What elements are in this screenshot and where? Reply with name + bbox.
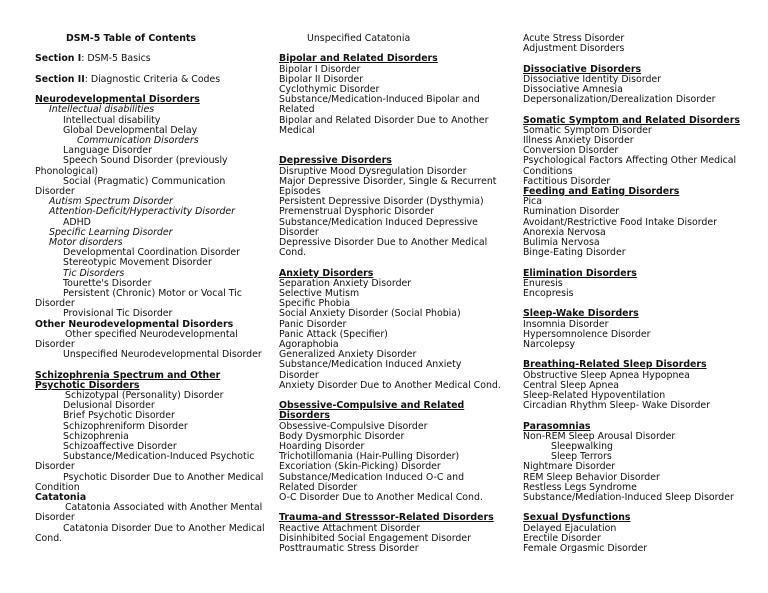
disorder-item: Persistent (Chronic) Motor or Vocal Tic Disorder	[35, 288, 242, 310]
disorder-item: Circadian Rhythm Sleep- Wake Disorder	[523, 400, 711, 412]
disorder-item: Schizoaffective Disorder	[63, 441, 177, 453]
group-label: Communication Disorders	[77, 134, 199, 146]
disorder-item: Specific Phobia	[279, 298, 351, 310]
disorder-item: Trichotillomania (Hair-Pulling Disorder)	[279, 451, 460, 463]
group-label: Intellectual disabilities	[49, 104, 155, 116]
disorder-item: Language Disorder	[63, 145, 152, 157]
section-description: : DSM-5 Basics	[81, 53, 151, 65]
disorder-item: Avoidant/Restrictive Food Intake Disorder	[523, 216, 717, 228]
disorder-item: Catatonia Associated with Another Mental Disorder	[35, 502, 263, 524]
disorder-item: Narcolepsy	[523, 339, 576, 351]
disorder-item: Female Orgasmic Disorder	[523, 543, 648, 555]
disorder-item: Agoraphobia	[279, 339, 339, 351]
section-description: : Diagnostic Criteria & Codes	[84, 73, 221, 85]
disorder-item: Obsessive-Compulsive Disorder	[279, 420, 428, 432]
disorder-item: Major Depressive Disorder, Single & Recurrent Episodes	[279, 175, 497, 197]
section-line	[35, 54, 267, 64]
disorder-item: Adjustment Disorders	[523, 43, 625, 55]
disorder-item: Social Anxiety Disorder (Social Phobia)	[279, 308, 461, 320]
toc-column-3	[523, 34, 758, 554]
disorder-item: ADHD	[63, 216, 91, 228]
disorder-item: Schizotypal (Personality) Disorder	[65, 390, 224, 402]
category-heading: Elimination Disorders	[523, 267, 637, 279]
disorder-item: Psychological Factors Affecting Other Medical Conditions	[523, 155, 737, 177]
disorder-item: Erectile Disorder	[523, 532, 601, 544]
category-heading: Dissociative Disorders	[523, 63, 642, 75]
disorder-item: Provisional Tic Disorder	[63, 308, 173, 320]
disorder-item: Dissociative Amnesia	[523, 84, 623, 95]
disorder-item: Obstructive Sleep Apnea Hypopnea	[523, 369, 690, 381]
disorder-item: Central Sleep Apnea	[523, 379, 619, 391]
disorder-item: Panic Disorder	[279, 318, 347, 330]
group-label: Specific Learning Disorder	[49, 226, 173, 238]
disorder-item: Persistent Depressive Disorder (Dysthymia)	[279, 196, 484, 208]
disorder-item: Illness Anxiety Disorder	[523, 135, 634, 146]
disorder-item: Bipolar II Disorder	[279, 73, 364, 85]
disorder-item: Separation Anxiety Disorder	[279, 277, 412, 289]
disorder-item: Schizophreniform Disorder	[63, 420, 188, 432]
section-label: Section II	[35, 73, 85, 85]
category-heading: Depressive Disorders	[279, 155, 392, 167]
disorder-item: Posttraumatic Stress Disorder	[279, 543, 419, 555]
disorder-item: Other specified Neurodevelopmental Disorder	[35, 328, 238, 351]
disorder-item: Stereotypic Movement Disorder	[63, 257, 212, 269]
disorder-item: Substance/Medication-Induced Bipolar and Related	[279, 94, 480, 116]
category-heading: Sexual Dysfunctions	[523, 512, 631, 524]
disorder-item: Substance/Medication Induced O-C and Related Disorder	[279, 471, 465, 493]
subcategory-heading: Catatonia	[35, 492, 87, 504]
disorder-item: Hoarding Disorder	[279, 441, 365, 453]
blank-line	[279, 136, 501, 146]
disorder-item: Intellectual disability	[63, 114, 161, 126]
disorder-item: Restless Legs Syndrome	[523, 481, 637, 493]
category-heading: Anxiety Disorders	[279, 267, 374, 279]
category-heading: Sleep-Wake Disorders	[523, 308, 639, 320]
group-label: Attention-Deficit/Hyperactivity Disorder	[49, 206, 236, 218]
disorder-item: Bulimia Nervosa	[523, 237, 600, 249]
disorder-item: Somatic Symptom Disorder	[523, 124, 652, 136]
group-label: Autism Spectrum Disorder	[49, 196, 173, 208]
disorder-item: Binge-Eating Disorder	[523, 247, 626, 259]
section-line	[35, 75, 267, 85]
disorder-item: Disruptive Mood Dysregulation Disorder	[279, 165, 467, 177]
category-heading: Schizophrenia Spectrum and Other Psychotic Disorders	[35, 369, 221, 391]
subcategory-heading: Other Neurodevelopmental Disorders	[35, 318, 234, 330]
section-label: Section I	[35, 53, 82, 65]
toc-column-2	[279, 34, 501, 554]
disorder-item: Global Developmental Delay	[63, 124, 198, 136]
disorder-item: Anorexia Nervosa	[523, 226, 606, 238]
disorder-item: Schizophrenia	[63, 430, 129, 442]
disorder-item: Generalized Anxiety Disorder	[279, 349, 417, 361]
disorder-item: Delayed Ejaculation	[523, 522, 617, 534]
disorder-item: Insomnia Disorder	[523, 318, 609, 330]
disorder-item: Sleep-Related Hypoventilation	[523, 390, 666, 402]
disorder-item: Social (Pragmatic) Communication Disorder	[35, 175, 226, 197]
disorder-item: Bipolar I Disorder	[279, 63, 361, 75]
disorder-item: Encopresis	[523, 288, 574, 300]
disorder-item: Pica	[523, 196, 542, 208]
disorder-item: Nightmare Disorder	[523, 461, 616, 473]
disorder-item: Sleep Terrors	[551, 451, 612, 463]
disorder-item: Bipolar and Related Disorder Due to Another Medical	[279, 114, 489, 136]
disorder-item: Conversion Disorder	[523, 145, 619, 157]
disorder-item: Hypersomnolence Disorder	[523, 328, 651, 340]
group-label: Motor disorders	[49, 237, 123, 249]
disorder-item: Non-REM Sleep Arousal Disorder	[523, 430, 676, 442]
category-heading: Parasomnias	[523, 420, 591, 432]
category-heading: Neurodevelopmental Disorders	[35, 94, 200, 106]
category-heading: Somatic Symptom and Related Disorders	[523, 114, 740, 126]
disorder-item: O-C Disorder Due to Another Medical Cond.	[279, 492, 483, 504]
disorder-item: Cyclothymic Disorder	[279, 84, 380, 95]
disorder-item: Depersonalization/Derealization Disorder	[523, 94, 716, 106]
disorder-item: Dissociative Identity Disorder	[523, 73, 662, 85]
disorder-item: Sleepwalking	[551, 441, 613, 453]
disorder-item: Substance/Medication Induced Depressive Disorder	[279, 216, 478, 238]
category-heading: Trauma-and Stresssor-Related Disorders	[279, 512, 494, 524]
toc-column-1	[35, 34, 267, 544]
disorder-item: Brief Psychotic Disorder	[63, 410, 175, 422]
disorder-item: Substance/Mediation-Induced Sleep Disorder	[523, 492, 734, 504]
category-heading: Bipolar and Related Disorders	[279, 53, 438, 65]
disorder-item: Acute Stress Disorder	[523, 33, 625, 44]
category-heading: Feeding and Eating Disorders	[523, 186, 680, 198]
disorder-item: Selective Mutism	[279, 288, 360, 300]
disorder-item: Reactive Attachment Disorder	[279, 522, 420, 534]
disorder-item: Depressive Disorder Due to Another Medical Cond.	[279, 237, 488, 259]
disorder-item: Body Dysmorphic Disorder	[279, 430, 405, 442]
disorder-item: Tourette's Disorder	[63, 277, 152, 289]
disorder-item: Panic Attack (Specifier)	[279, 328, 388, 340]
disorder-item: Delusional Disorder	[63, 400, 155, 412]
disorder-item: REM Sleep Behavior Disorder	[523, 471, 660, 483]
disorder-item: Catatonia Disorder Due to Another Medical Cond.	[35, 522, 265, 544]
disorder-item: Excoriation (Skin-Picking) Disorder	[279, 461, 441, 473]
disorder-item: Psychotic Disorder Due to Another Medical Condition	[35, 471, 264, 493]
disorder-item: Anxiety Disorder Due to Another Medical Cond.	[279, 379, 501, 391]
disorder-item: Enuresis	[523, 277, 563, 289]
disorder-item: Unspecified Catatonia	[307, 33, 411, 44]
disorder-item: Substance/Medication Induced Anxiety Disorder	[279, 359, 462, 381]
category-heading: Breathing-Related Sleep Disorders	[523, 359, 707, 371]
disorder-item: Developmental Coordination Disorder	[63, 247, 241, 259]
disorder-item: Substance/Medication-Induced Psychotic Disorder	[35, 451, 255, 473]
category-heading: Obsessive-Compulsive and Related Disorders	[279, 400, 465, 422]
disorder-item: Unspecified Neurodevelopmental Disorder	[63, 349, 262, 361]
group-label: Tic Disorders	[63, 267, 125, 279]
disorder-item: Rumination Disorder	[523, 206, 620, 218]
document-title: DSM-5 Table of Contents	[66, 33, 196, 44]
disorder-item: Premenstrual Dysphoric Disorder	[279, 206, 435, 218]
disorder-item: Factitious Disorder	[523, 175, 611, 187]
disorder-item: Speech Sound Disorder (previously Phonological)	[35, 155, 228, 177]
disorder-item: Disinhibited Social Engagement Disorder	[279, 532, 471, 544]
